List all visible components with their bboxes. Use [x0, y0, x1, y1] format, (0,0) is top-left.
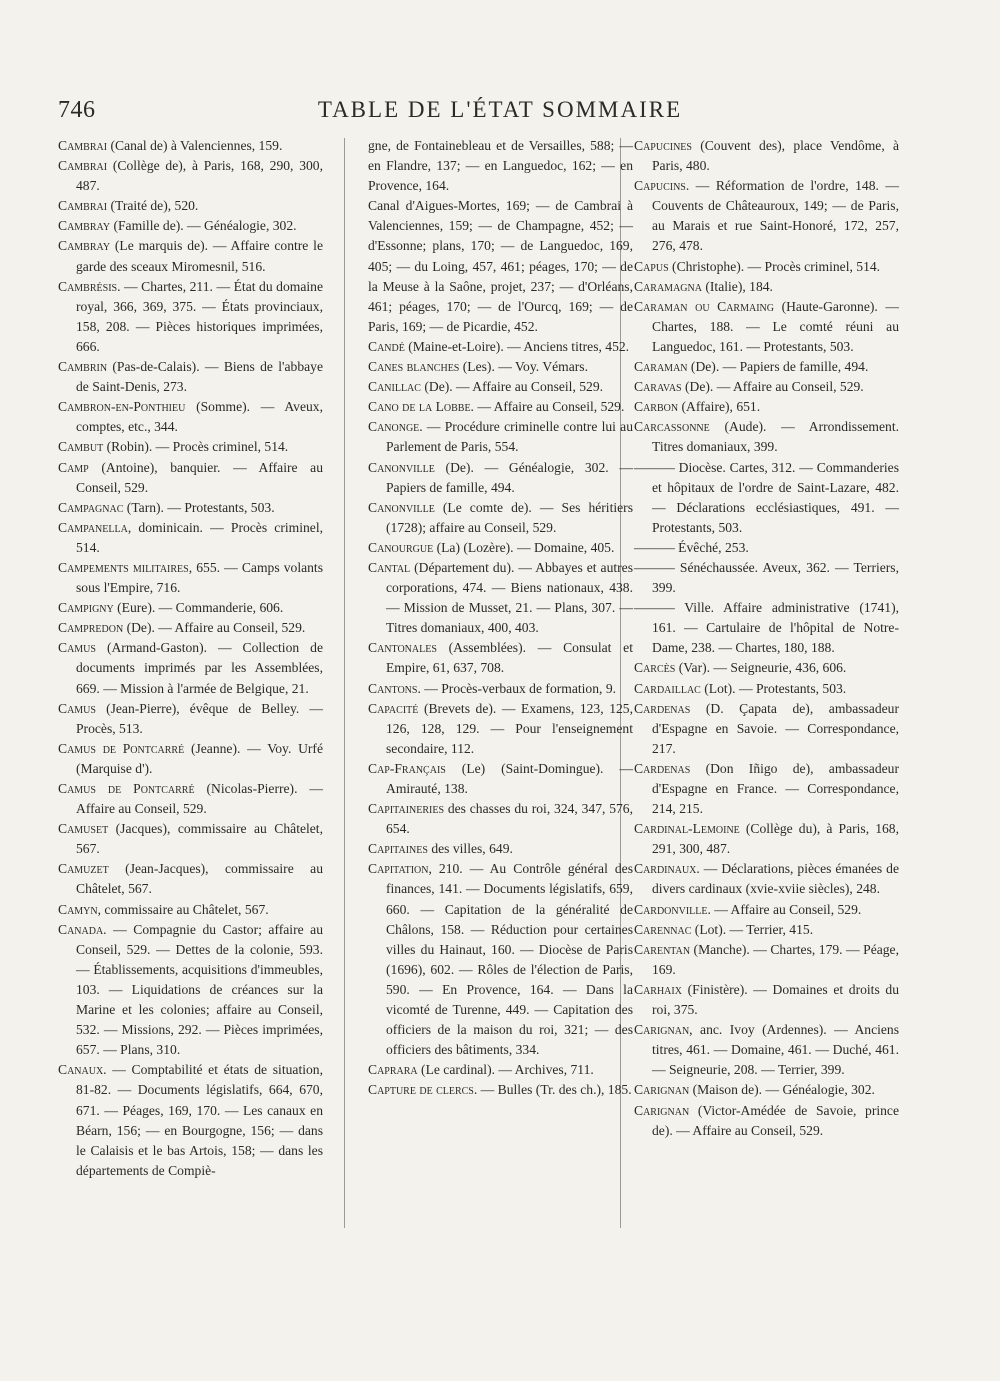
entry-text: (Italie), 184. — [701, 278, 773, 294]
index-column-1 — [58, 136, 323, 1181]
index-entry — [58, 236, 323, 276]
index-entry — [58, 357, 323, 397]
entry-text: (Manche). — Chartes, 179. — Péage, 169. — [652, 941, 899, 977]
entry-text: commissaire au Châtelet, 567. — [101, 901, 269, 917]
entry-text: — Déclarations, pièces émanées de divers cardinaux (xvie-xviie siècles), 248. — [652, 861, 899, 897]
entry-headword: Caraman — [634, 359, 688, 375]
index-entry — [58, 598, 323, 618]
entry-headword: Carentan — [634, 941, 691, 957]
index-entry — [634, 176, 899, 256]
index-entry — [634, 940, 899, 980]
entry-headword: Caramagna — [634, 278, 702, 294]
entry-text: (De). — Affaire au Conseil, 529. — [420, 379, 604, 395]
entry-headword: Campanella, — [58, 519, 132, 535]
entry-headword: Cardenas — [634, 700, 691, 716]
entry-headword: Camyn, — [58, 901, 102, 917]
index-entry — [368, 377, 633, 397]
entry-headword: Cambray — [58, 218, 111, 234]
entry-text: Ville. Affaire administrative (1741), 161. — Cartulaire de l'hôpital de Notre-Dame, 238. — Chartes, 180, 188. — [652, 600, 899, 656]
entry-text: (Armand-Gaston). — Collection de documents imprimés par les Assemblées, 669. — Mission à l'armée de Belgique, 21. — [76, 640, 323, 696]
index-entry — [634, 136, 899, 176]
page-number: 746 — [58, 97, 96, 123]
entry-headword: Camus — [58, 700, 96, 716]
entry-headword: Cambrai — [58, 198, 108, 214]
index-entry — [368, 558, 633, 638]
index-entry — [634, 277, 899, 297]
entry-text: (Jacques), commissaire au Châtelet, 567. — [76, 821, 323, 857]
entry-text: Évêché, 253. — [674, 539, 749, 555]
index-entry — [368, 699, 633, 759]
index-entry — [368, 839, 633, 859]
entry-headword: ——— — [634, 559, 675, 575]
index-entry — [634, 759, 899, 819]
index-entry — [58, 819, 323, 859]
entry-headword: Cardenas — [634, 760, 691, 776]
entry-text: (Affaire), 651. — [678, 399, 761, 415]
index-entry — [368, 859, 633, 1060]
entry-text: des villes, 649. — [427, 841, 513, 857]
index-entry — [634, 819, 899, 859]
entry-headword: Cambray — [58, 238, 111, 254]
index-entry — [368, 638, 633, 678]
entry-text: — Chartes, 211. — État du domaine royal, 366, 369, 375. — États provinciaux, 158, 208. — Pièces historiques imprimées, 666. — [76, 278, 323, 354]
index-entry — [368, 1080, 633, 1100]
index-entry — [634, 980, 899, 1020]
entry-headword: Cambrai — [58, 138, 108, 153]
index-entry — [58, 558, 323, 598]
entry-text: (Jean-Pierre), évêque de Belley. — Procès, 513. — [76, 700, 323, 736]
entry-text: (De). — Papiers de famille, 494. — [687, 359, 869, 375]
entry-text: (Lot). — Terrier, 415. — [691, 921, 814, 937]
index-entry — [58, 136, 323, 156]
entry-text: 655. — Camps volants sous l'Empire, 716. — [76, 559, 323, 596]
entry-headword: Capus — [634, 258, 669, 274]
entry-text: (Assemblées). — Consulat et Empire, 61, 637, 708. — [386, 640, 633, 676]
entry-text: (Le) (Saint-Domingue). — Amirauté, 138. — [386, 760, 633, 796]
entry-headword: Cardonville. — [634, 901, 711, 917]
index-entry — [58, 1060, 323, 1181]
index-entry — [58, 397, 323, 437]
entry-text: (Maine-et-Loire). — Anciens titres, 452. — [404, 338, 630, 354]
entry-headword: Campements militaires, — [58, 559, 193, 575]
entry-text: (Nicolas-Pierre). — Affaire au Conseil, 529. — [76, 781, 323, 817]
entry-headword: Campigny — [58, 600, 114, 616]
entry-text: (Don Iñigo de), ambassadeur d'Espagne en France. — Correspondance, 214, 215. — [652, 760, 899, 817]
index-entry — [58, 859, 323, 899]
entry-text: (Haute-Garonne). — Chartes, 188. — Le comté réuni au Languedoc, 161. — Protestants, 503. — [652, 298, 899, 354]
entry-text: (Département du). — Abbayes et autres corporations, 474. — Biens nationaux, 438. — Mission de Musset, 21. — Plans, 307. — Titres domaniaux, 400, 403. — [386, 559, 633, 636]
entry-headword: Carbon — [634, 399, 679, 415]
index-entry — [634, 598, 899, 658]
entry-headword: Caravas — [634, 379, 682, 395]
page-title: TABLE DE L'ÉTAT SOMMAIRE — [317, 97, 683, 122]
index-entry — [58, 498, 323, 518]
entry-text: (Var). — Seigneurie, 436, 606. — [675, 660, 847, 676]
index-entry — [634, 1020, 899, 1080]
index-entry — [634, 357, 899, 377]
index-entry — [58, 437, 323, 457]
index-entry — [58, 196, 323, 216]
entry-headword: Capture de clercs. — [368, 1082, 478, 1098]
entry-text: gne, de Fontainebleau et de Versailles, 588; — en Flandre, 137; — en Languedoc, 162; — en Provence, 164. — [368, 138, 633, 194]
entry-text: Canal d'Aigues-Mortes, 169; — de Cambrai à Valenciennes, 159; — de Champagne, 452; — d'Essonne; plans, 170; — de Languedoc, 169, 405; — du Loing, 457, 461; péages, 170; — de la Meuse à la Saône, projet, 237; — d'Orléans, 461; péages, 170; — de l'Ourcq, 169; — de Paris, 169; — de Picardie, 452. — [368, 198, 633, 334]
entry-text: (Robin). — Procès criminel, 514. — [103, 439, 289, 455]
index-entry — [58, 779, 323, 819]
entry-text: (Tarn). — Protestants, 503. — [123, 499, 275, 515]
entry-headword: ——— — [634, 600, 675, 616]
index-entry — [368, 196, 633, 337]
entry-text: Sénéchaussée. Aveux, 362. — Terriers, 399. — [652, 559, 899, 596]
entry-headword: Canillac — [368, 379, 421, 395]
entry-headword: Cardinal-Lemoine — [634, 821, 740, 837]
index-entry — [634, 900, 899, 920]
index-entry — [634, 297, 899, 357]
index-entry — [368, 679, 633, 699]
entry-text: (De). — Généalogie, 302. — Papiers de famille, 494. — [386, 459, 633, 495]
entry-text: — Procès-verbaux de formation, 9. — [420, 680, 617, 696]
entry-headword: Capucines — [634, 138, 692, 153]
index-entry — [58, 699, 323, 739]
index-entry — [368, 498, 633, 538]
entry-headword: Caraman ou Carmaing — [634, 298, 774, 314]
index-entry — [368, 538, 633, 558]
entry-headword: Camp — [58, 459, 89, 475]
entry-headword: Canourgue — [368, 539, 434, 555]
entry-headword: Cantal — [368, 559, 411, 575]
entry-headword: Cano de la Lobbe. — [368, 399, 474, 415]
entry-headword: Cardaillac — [634, 680, 701, 696]
entry-headword: Cantonales — [368, 640, 437, 656]
entry-headword: Carignan — [634, 1102, 690, 1118]
entry-text: (Finistère). — Domaines et droits du roi, 375. — [652, 981, 899, 1018]
entry-headword: Cambut — [58, 439, 104, 455]
entry-headword: Camuzet — [58, 861, 109, 877]
index-entry — [368, 1060, 633, 1080]
index-entry — [58, 900, 323, 920]
entry-headword: Cardinaux. — [634, 861, 700, 877]
entry-text: (Christophe). — Procès criminel, 514. — [668, 258, 881, 274]
entry-text: (Traité de), 520. — [107, 198, 199, 214]
index-entry — [634, 397, 899, 417]
entry-text: (Brevets de). — Examens, 123, 125, 126, 128, 129. — Pour l'enseignement secondaire, 112. — [386, 700, 633, 756]
entry-text: (Somme). — Aveux, comptes, etc., 344. — [76, 399, 323, 435]
entry-headword: Cambrai — [58, 158, 108, 174]
index-entry — [634, 1101, 899, 1141]
entry-text: (Le comte de). — Ses héritiers (1728); affaire au Conseil, 529. — [386, 499, 633, 535]
index-entry — [634, 458, 899, 538]
entry-text: (De). — Affaire au Conseil, 529. — [123, 620, 306, 636]
entry-headword: Carcassonne — [634, 419, 710, 435]
entry-headword: Caprara — [368, 1062, 418, 1078]
entry-headword: Canonge. — [368, 419, 423, 435]
index-entry — [634, 1080, 899, 1100]
entry-headword: Cambrin — [58, 359, 108, 375]
entry-text: — Compagnie du Castor; affaire au Conseil, 529. — Dettes de la colonie, 593. — Établissements, acquisitions d'immeubles, 103. — Liquidations de créances sur la Marine et les colonies; affaire au Conseil, 532. — Missions, 292. — Pièces imprimées, 657. — Plans, 310. — [76, 921, 323, 1058]
entry-text: (Canal de) à Valenciennes, 159. — [107, 138, 283, 153]
entry-text: anc. Ivoy (Ardennes). — Anciens titres, 461. — Domaine, 461. — Duché, 461. — Seigneurie, 208. — Terrier, 399. — [652, 1022, 899, 1078]
index-entry — [58, 156, 323, 196]
index-entry — [58, 739, 323, 779]
index-entry — [634, 658, 899, 678]
entry-text: — Comptabilité et états de situation, 81-82. — Documents législatifs, 664, 670, 671. — Péages, 169, 170. — Les canaux en Béarn, 156; — en Bourgogne, 156; — dans le Calaisis et le bas Artois, 158; — dans les départements de Compiè- — [76, 1062, 323, 1178]
entry-headword: Capitaines — [368, 841, 428, 857]
index-entry — [368, 337, 633, 357]
entry-headword: Canonville — [368, 459, 435, 475]
entry-headword: Cap-Français — [368, 760, 446, 776]
entry-headword: Cantons. — [368, 680, 421, 696]
index-entry — [634, 679, 899, 699]
entry-text: — Bulles (Tr. des ch.), 185. — [477, 1082, 632, 1098]
index-entry — [368, 397, 633, 417]
index-entry — [368, 458, 633, 498]
index-column-2 — [368, 136, 633, 1101]
entry-text: 210. — Au Contrôle général des finances, 141. — Documents législatifs, 659, 660. — Capitation de la généralité de Châlons, 158. — Réduction pour certaines villes du Hainaut, 160. — Diocèse de Paris (1696), 602. — Rôles de l'élection de Paris, 590. — En Provence, 164. — Dans la vicomté de Turenne, 449. — Capitation des officiers de la maison du roi, 321; — des officiers des bâtiments, 334. — [386, 861, 633, 1058]
index-entry — [58, 216, 323, 236]
entry-headword: Canada. — [58, 921, 107, 937]
entry-text: (Collège de), à Paris, 168, 290, 300, 487. — [76, 158, 323, 194]
entry-headword: Canes blanches — [368, 359, 460, 375]
entry-text: (D. Çapata de), ambassadeur d'Espagne en Savoie. — Correspondance, 217. — [652, 700, 899, 756]
entry-text: des chasses du roi, 324, 347, 576, 654. — [386, 801, 633, 837]
entry-headword: Capacité — [368, 700, 419, 716]
entry-text: Diocèse. Cartes, 312. — Commanderies et hôpitaux de l'ordre de Saint-Lazare, 482. — Déclarations ecclésiastiques, 491. — Protestants, 503. — [652, 459, 899, 535]
index-entry — [58, 618, 323, 638]
entry-text: — Procédure criminelle contre lui au Parlement de Paris, 554. — [386, 419, 633, 455]
entry-headword: Carhaix — [634, 981, 682, 997]
entry-text: (Le cardinal). — Archives, 711. — [417, 1062, 594, 1078]
entry-headword: Capitation, — [368, 861, 432, 877]
entry-text: (Les). — Voy. Vémars. — [459, 359, 588, 375]
entry-headword: Candé — [368, 338, 405, 354]
entry-headword: Carignan, — [634, 1022, 693, 1038]
entry-headword: Capitaineries — [368, 801, 445, 817]
index-entry — [368, 799, 633, 839]
entry-headword: Capucins. — [634, 178, 690, 194]
entry-text: (Maison de). — Généalogie, 302. — [689, 1082, 875, 1098]
index-entry — [368, 136, 633, 196]
index-entry — [634, 417, 899, 457]
entry-headword: Canaux. — [58, 1062, 107, 1078]
entry-headword: Cambrésis. — [58, 278, 121, 294]
entry-headword: Camuset — [58, 821, 109, 837]
entry-headword: Carcès — [634, 660, 676, 676]
entry-text: — Affaire au Conseil, 529. — [473, 399, 625, 415]
index-column-3 — [634, 136, 899, 1141]
index-entry — [634, 558, 899, 598]
entry-headword: Carignan — [634, 1082, 690, 1098]
entry-headword: Campagnac — [58, 499, 124, 515]
index-entry — [634, 538, 899, 558]
entry-text: (Jean-Jacques), commissaire au Châtelet, 567. — [76, 861, 323, 897]
entry-headword: Carennac — [634, 921, 692, 937]
entry-text: (Le marquis de). — Affaire contre le garde des sceaux Miromesnil, 516. — [76, 238, 323, 274]
entry-text: (Lot). — Protestants, 503. — [700, 680, 847, 696]
entry-text: — Réformation de l'ordre, 148. — Couvents de Châteauroux, 149; — de Paris, au Marais et rue Saint-Honoré, 172, 257, 276, 478. — [652, 178, 899, 254]
index-entry — [58, 518, 323, 558]
entry-text: (Aude). — Arrondissement. Titres domaniaux, 399. — [652, 419, 899, 455]
index-entry — [58, 458, 323, 498]
entry-headword: Camus de Pontcarré — [58, 781, 195, 796]
entry-headword: Camus — [58, 640, 96, 656]
index-entry — [58, 638, 323, 698]
column-divider — [344, 138, 345, 1228]
index-entry — [368, 759, 633, 799]
index-entry — [368, 417, 633, 457]
entry-text: (De). — Affaire au Conseil, 529. — [681, 379, 864, 395]
entry-headword: ——— — [634, 539, 675, 555]
entry-text: (Pas-de-Calais). — Biens de l'abbaye de Saint-Denis, 273. — [76, 359, 323, 395]
entry-headword: Campredon — [58, 620, 124, 636]
entry-text: — Affaire au Conseil, 529. — [710, 901, 862, 917]
entry-text: (Jeanne). — Voy. Urfé (Marquise d'). — [76, 740, 323, 776]
entry-text: (Collège du), à Paris, 168, 291, 300, 487. — [652, 821, 899, 857]
entry-headword: Cambron-en-Ponthieu — [58, 399, 186, 415]
entry-text: (Eure). — Commanderie, 606. — [113, 600, 284, 616]
entry-text: dominicain. — Procès criminel, 514. — [76, 519, 323, 555]
index-entry — [634, 859, 899, 899]
index-entry — [368, 357, 633, 377]
index-entry — [634, 699, 899, 759]
entry-text: (Famille de). — Généalogie, 302. — [110, 218, 297, 234]
index-entry — [634, 257, 899, 277]
entry-text: (La) (Lozère). — Domaine, 405. — [433, 539, 615, 555]
entry-headword: ——— — [634, 459, 675, 475]
index-entry — [634, 920, 899, 940]
entry-headword: Camus de Pontcarré — [58, 740, 185, 756]
entry-text: (Couvent des), place Vendôme, à Paris, 480. — [652, 138, 899, 174]
index-entry — [634, 377, 899, 397]
index-entry — [58, 920, 323, 1061]
entry-headword: Canonville — [368, 499, 435, 515]
entry-text: (Victor-Amédée de Savoie, prince de). — Affaire au Conseil, 529. — [652, 1102, 899, 1138]
entry-text: (Antoine), banquier. — Affaire au Conseil, 529. — [76, 459, 323, 495]
index-entry — [58, 277, 323, 357]
